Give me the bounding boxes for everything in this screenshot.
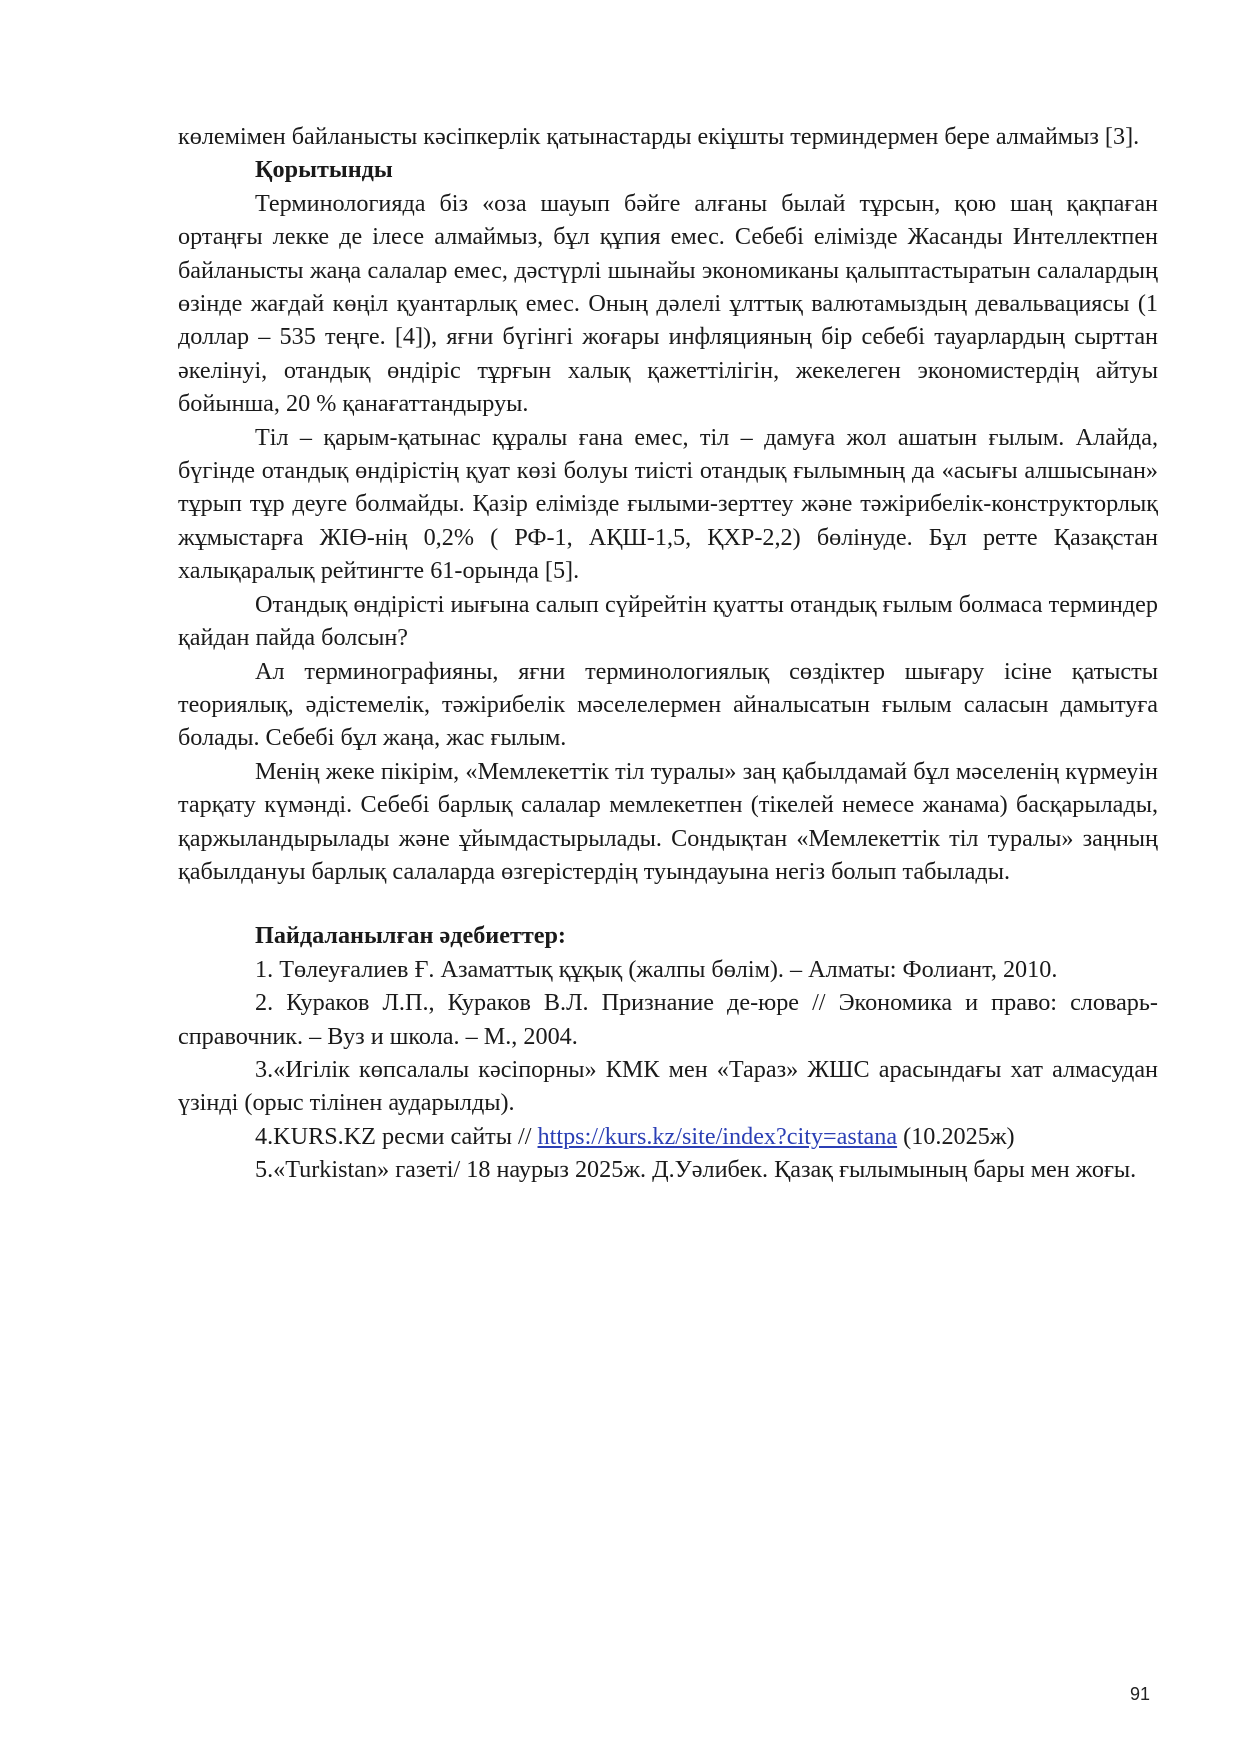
- reference-3: 3.«Игілік көпсалалы кәсіпорны» КМК мен «Тараз» ЖШС арасындағы хат алмасудан үзінді (орыс тілінен аударылды).: [178, 1055, 1158, 1117]
- reference-2: 2. Кураков Л.П., Кураков В.Л. Признание де-юре // Экономика и право: словарь-справочник. – Вуз и школа. – М., 2004.: [178, 989, 1158, 1050]
- paragraph-4: Ал терминографияны, яғни терминологиялық сөздіктер шығару ісіне қатысты теориялық, әдістемелік, тәжірибелік мәселелермен айналысатын ғылым саласын дамытуға болады. Себебі бұл жаңа, жас ғылым.: [178, 657, 1158, 752]
- references-heading: Пайдаланылған әдебиеттер:: [255, 922, 566, 950]
- reference-4-date: (10.2025ж): [903, 1122, 1015, 1150]
- reference-1: 1. Төлеуғалиев Ғ. Азаматтық құқық (жалпы бөлім). – Алматы: Фолиант, 2010.: [255, 955, 1058, 983]
- conclusion-heading: Қорытынды: [255, 156, 393, 184]
- paragraph-5: Менің жеке пікірім, «Мемлекеттік тіл туралы» заң қабылдамай бұл мәселенің күрмеуін тарқату күмәнді. Себебі барлық салалар мемлекетпен (тікелей немесе жанама) басқарылады, қаржыландырылады және ұйымдастырылады. Сондықтан «Мемлекеттік тіл туралы» заңның қабылдануы барлық салаларда өзгерістердің туындауына негіз болып табылады.: [178, 757, 1158, 885]
- document-page: [178, 120, 1158, 1187]
- reference-4-link[interactable]: https://kurs.kz/site/index?city=astana: [537, 1122, 898, 1150]
- paragraph-2: Тіл – қарым-қатынас құралы ғана емес, тіл – дамуға жол ашатын ғылым. Алайда, бүгінде отандық өндірістің қуат көзі болуы тиісті отандық ғылымның да «асығы алшысынан» тұрып тұр деуге болмайды. Қазір елімізде ғылыми-зерттеу және тәжірибелік-конструкторлық жұмыстарға ЖІӨ-нің 0,2% ( РФ-1, АҚШ-1,5, ҚХР-2,2) бөлінуде. Бұл ретте Қазақстан халықаралық рейтингте 61-орында [5].: [178, 423, 1158, 585]
- paragraph-3: Отандық өндірісті иығына салып сүйрейтін қуатты отандық ғылым болмаса терминдер қайдан пайда болсын?: [178, 590, 1158, 652]
- reference-4-prefix: 4.KURS.KZ ресми сайты //: [255, 1122, 532, 1150]
- reference-5: 5.«Turkistan» газеті/ 18 наурыз 2025ж. Д.Уәлибек. Қазақ ғылымының бары мен жоғы.: [255, 1156, 1137, 1184]
- intro-continuation: көлемімен байланысты кәсіпкерлік қатынастарды екіұшты терминдермен бере алмаймыз [3].: [178, 123, 1140, 150]
- reference-4: [178, 1120, 1158, 1153]
- page-number: 91: [1129, 1684, 1150, 1704]
- paragraph-1: Терминологияда біз «оза шауып бәйге алғаны былай тұрсын, қою шаң қақпаған ортаңғы лекке де ілесе алмаймыз, бұл құпия емес. Себебі елімізде Жасанды Интеллектпен байланысты жаңа салалар емес, дәстүрлі шынайы экономиканы қалыптастыратын салалардың өзінде жағдай көңіл қуантарлық емес. Оның дәлелі ұлттық валютамыздың девальвациясы (1 доллар – 535 теңге. [4]), яғни бүгінгі жоғары инфляцияның бір себебі тауарлардың сырттан әкелінуі, отандық өндіріс тұрғын халық қажеттілігін, жекелеген экономистердің айтуы бойынша, 20 % қанағаттандыруы.: [178, 189, 1158, 418]
